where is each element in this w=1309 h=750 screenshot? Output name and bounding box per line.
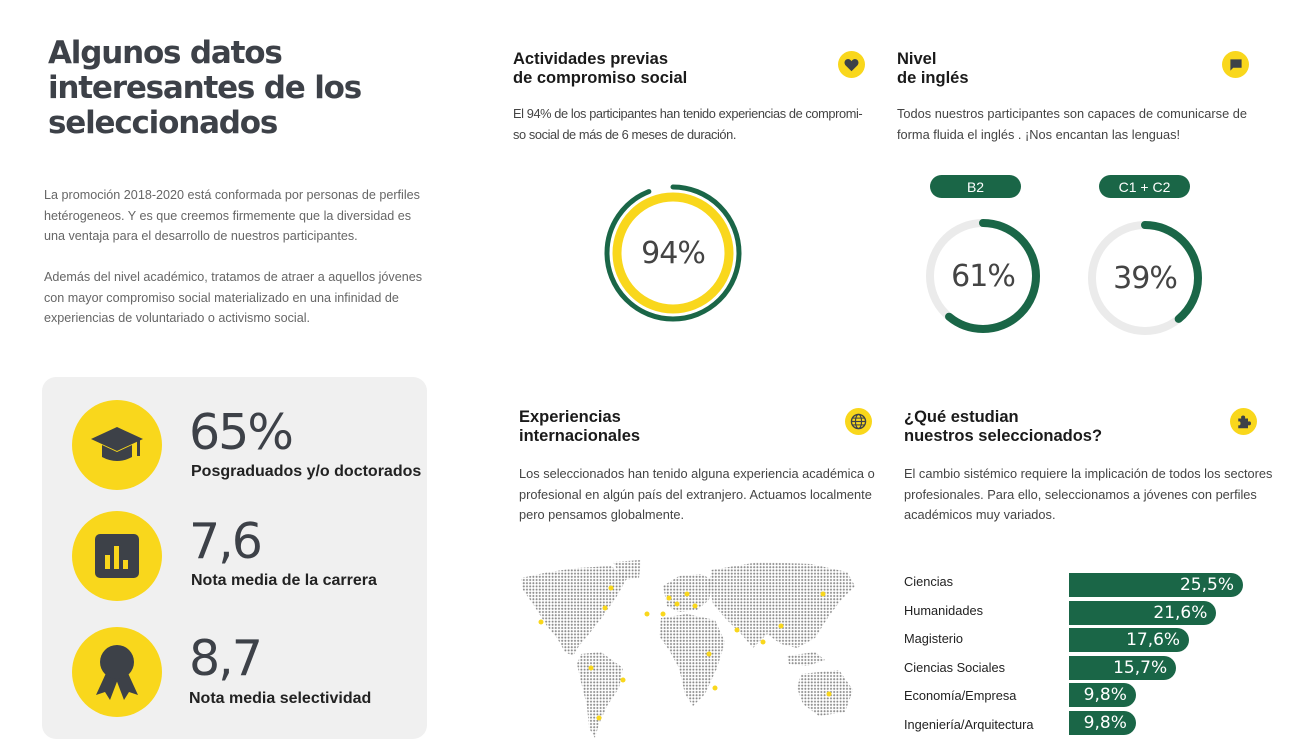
bar-label: Magisterio bbox=[904, 631, 964, 646]
stat-label-selectividad: Nota media selectividad bbox=[189, 690, 372, 707]
study-bar: 9,8% bbox=[1069, 711, 1136, 735]
bar-label: Ingeniería/Arquitectura bbox=[904, 717, 1034, 732]
bar-label: Ciencias bbox=[904, 574, 954, 589]
english-ring-c1c2-label: 39% bbox=[1113, 260, 1177, 296]
international-section-title: Experiencias internacionales bbox=[519, 408, 641, 445]
english-ring-b2-label: 61% bbox=[951, 258, 1015, 294]
social-ring-label: 94% bbox=[641, 235, 705, 271]
english-ring-b2 bbox=[923, 216, 1043, 336]
english-ring-c1c2 bbox=[1085, 218, 1205, 338]
world-map bbox=[519, 556, 859, 742]
graduation-cap-icon bbox=[72, 400, 162, 490]
speech-bubble-icon bbox=[1222, 51, 1249, 78]
international-description: Los seleccionados han tenido alguna experiencia académica o profesional en algún país del extranjero. Actuamos localmente pero pensamos globalmente. bbox=[519, 466, 875, 522]
social-ring bbox=[603, 183, 743, 323]
stat-value-postgrad: 65% bbox=[189, 404, 292, 461]
study-bar: 17,6% bbox=[1069, 628, 1189, 652]
level-badge-b2: B2 bbox=[930, 175, 1021, 198]
page-title: Algunos datos interesantes de los seleccionados bbox=[48, 35, 361, 141]
heart-icon bbox=[838, 51, 865, 78]
puzzle-icon bbox=[1230, 408, 1257, 435]
study-bar: 15,7% bbox=[1069, 656, 1176, 680]
study-bar: 9,8% bbox=[1069, 683, 1136, 707]
stat-label-postgrad: Posgraduados y/o doctorados bbox=[191, 463, 422, 480]
level-badge-c1c2: C1 + C2 bbox=[1099, 175, 1190, 198]
social-section-title: Actividades previas de compromiso social bbox=[513, 50, 688, 87]
study-bar: 21,6% bbox=[1069, 601, 1216, 625]
english-section-title: Nivel de inglés bbox=[897, 50, 969, 87]
stat-value-career: 7,6 bbox=[189, 513, 261, 570]
award-ribbon-icon bbox=[72, 627, 162, 717]
bar-label: Ciencias Sociales bbox=[904, 660, 1006, 675]
globe-icon bbox=[845, 408, 872, 435]
english-description: Todos nuestros participantes son capaces de comunicarse de forma fluida el inglés . ¡Nos encantan las lenguas! bbox=[897, 106, 1247, 142]
intro-paragraph-1: La promoción 2018-2020 está conformada por personas de perfiles hetérogeneos. Y es que creemos firmemente que la diversidad es una ventaja para el desarrollo de nuestros participantes. bbox=[44, 188, 420, 243]
intro-paragraph-2: Además del nivel académico, tratamos de atraer a aquellos jóvenes con mayor compromiso social materializado en una infinidad de experiencias de voluntariado o activismo social. bbox=[44, 270, 423, 325]
stat-label-career: Nota media de la carrera bbox=[191, 572, 377, 589]
studies-section-title: ¿Qué estudian nuestros seleccionados? bbox=[904, 408, 1103, 445]
social-description: El 94% de los participantes han tenido experiencias de compromi- so social de más de 6 meses de duración. bbox=[513, 106, 863, 142]
bar-label: Humanidades bbox=[904, 603, 983, 618]
bar-label: Economía/Empresa bbox=[904, 688, 1017, 703]
bar-chart-icon bbox=[72, 511, 162, 601]
studies-description: El cambio sistémico requiere la implicación de todos los sectores profesionales. Para ello, seleccionamos a jóvenes con perfiles académicos muy variados. bbox=[904, 466, 1273, 522]
study-bar: 25,5% bbox=[1069, 573, 1243, 597]
stat-value-selectividad: 8,7 bbox=[189, 630, 261, 687]
